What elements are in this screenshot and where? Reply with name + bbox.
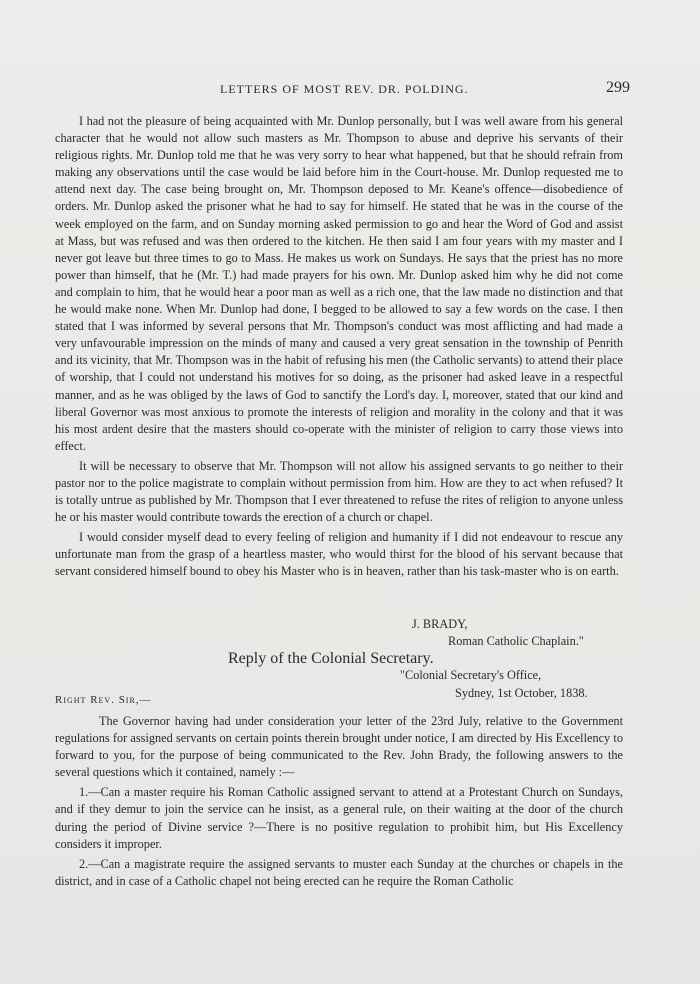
office-line: "Colonial Secretary's Office,: [400, 668, 542, 682]
reply-body: [55, 713, 623, 890]
place-date-line: Sydney, 1st October, 1838.: [455, 686, 588, 700]
page-number: 299: [606, 79, 630, 96]
paragraph: The Governor having had under consideration your letter of the 23rd July, relative to the Government regulations for assigned servants on certain points therein brought under notice, I am directed by His Excellency to forward to you, for the purpose of being communicated to the Rev. John Brady, the following answers to the several questions which it contained, namely :—: [55, 714, 623, 780]
paragraph: 2.—Can a magistrate require the assigned servants to muster each Sunday at the churches or chapels in the district, and in case of a Catholic chapel not being erected can he require the Roman Catholic: [55, 856, 623, 888]
salutation: Right Rev. Sir,—: [55, 694, 152, 706]
paragraph: 1.—Can a master require his Roman Catholic assigned servant to attend at a Protestant Church on Sundays, and if they demur to join the service can he insist, as a general rule, on their waiting at the door of the church during the period of Divine service ?—There is no positive regulation to prohibit him, but His Excellency considers it improper.: [55, 785, 623, 851]
running-title: LETTERS OF MOST REV. DR. POLDING.: [220, 82, 469, 96]
signature-name: J. BRADY,: [412, 617, 468, 631]
reply-heading: Reply of the Colonial Secretary.: [228, 650, 434, 667]
signature-title: Roman Catholic Chaplain.": [448, 634, 584, 648]
paragraph: I had not the pleasure of being acquainted with Mr. Dunlop personally, but I was well aware from his general character that he would not allow such masters as Mr. Thompson to abuse and deprive his servants of their religious rights. Mr. Dunlop told me that he was very sorry to hear what happened, but that he should refrain from making any observations until the case would be laid before him in the Court-house. Mr. Dunlop requested me to attend next day. The case being brought on, Mr. Thompson deposed to Mr. Keane's offence—disobedience of orders. Mr. Dunlop asked the prisoner what he had to say for himself. He stated that he was in the course of the week employed on the farm, and on Sunday morning asked permission to go and hear the Word of God and assist at Mass, but was refused and was then ordered to the kitchen. He then said I am four years with my master and I never got leave but three times to go to Mass. He makes us work on Sundays. He says that the priest has no more power than himself, that he (Mr. T.) had made prayers for his own. Mr. Dunlop asked him why he did not come and complain to him, that he would hear a poor man as well as a rich one, that the law made no distinction and that he would make none. When Mr. Dunlop had done, I begged to be allowed to say a few words on the case. I then stated that I was informed by several persons that Mr. Thompson's conduct was most afflicting and had made a very unfavourable impression on the minds of many and caused a very great sensation in the township of Penrith and its vicinity, that Mr. Thompson was in the habit of refusing his men (the Catholic servants) to attend their place of worship, that I could not understand his motives for so doing, as the prisoner had asked leave in a respectful manner, and as he was obliged by the laws of God to sanctify the Lord's day. I, moreover, stated that our kind and liberal Governor was most anxious to promote the interests of religion and morality in the colony and that it was his most ardent desire that the masters should co-operate with the minister of religion to carry those views into effect.: [55, 114, 623, 453]
paragraph: I would consider myself dead to every feeling of religion and humanity if I did not endeavour to rescue any unfortunate man from the grasp of a heartless master, who would thirst for the blood of his servant because that servant considered himself bound to obey his Master who is in heaven, rather than his task-master who is on earth.: [55, 530, 623, 579]
paragraph: It will be necessary to observe that Mr. Thompson will not allow his assigned servants to go neither to their pastor nor to the police magistrate to complain without permission from him. How are they to act when refused? It is totally untrue as published by Mr. Thompson that I ever threatened to refuse the rites of religion to anyone unless he or his master would contribute towards the erection of a church or chapel.: [55, 458, 623, 525]
letter-body: [55, 113, 623, 581]
